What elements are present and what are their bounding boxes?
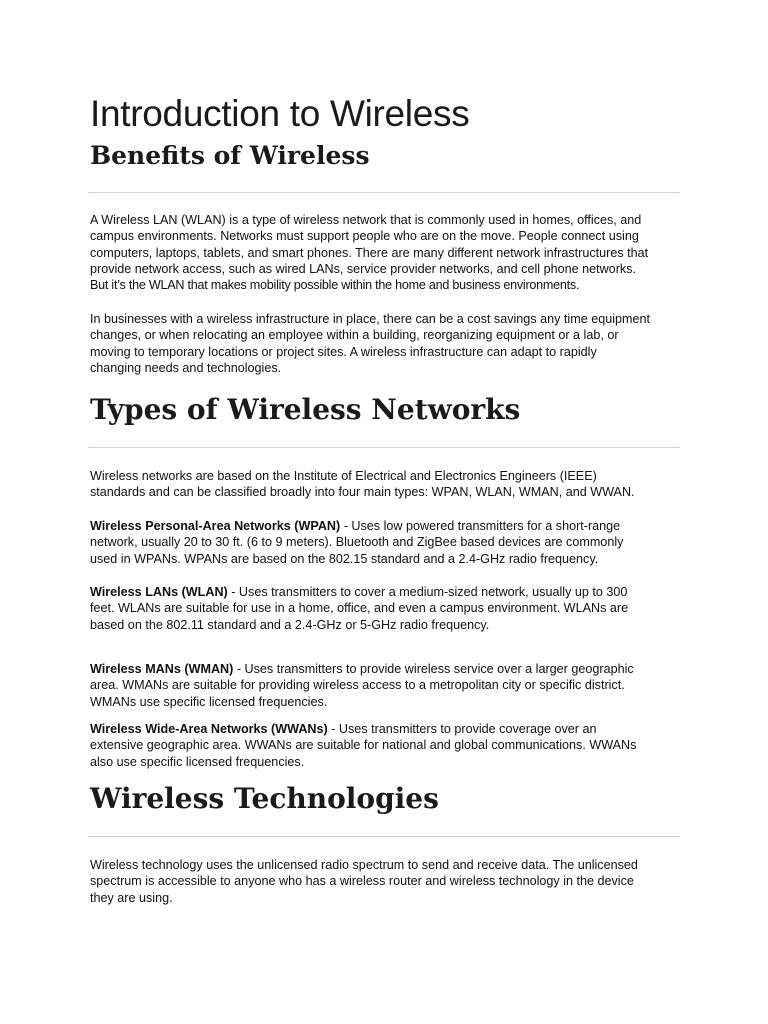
section-divider [88, 836, 680, 837]
term-wpan: Wireless Personal-Area Networks (WPAN) [90, 519, 341, 533]
text-line [90, 584, 682, 600]
text-line: area. WMANs are suitable for providing wireless access to a metropolitan city or specific district. [90, 678, 625, 693]
paragraph-wpan [90, 518, 682, 567]
text-line: network, usually 20 to 30 ft. (6 to 9 meters). Bluetooth and ZigBee based devices are commonly [90, 535, 624, 550]
section-divider [88, 447, 680, 448]
text-line: provide network access, such as wired LANs, service provider networks, and cell phone networks. [90, 261, 636, 276]
text-line [90, 518, 682, 534]
text-line: moving to temporary locations or project sites. A wireless infrastructure can adapt to rapidly [90, 344, 597, 359]
heading-types: Types of Wireless Networks [90, 393, 521, 426]
text-segment: - Uses transmitters to provide coverage over an [327, 722, 597, 736]
text-line: feet. WLANs are suitable for use in a home, office, and even a campus environment. WLANs are [90, 601, 629, 616]
text-segment: - Uses transmitters to cover a medium-sized network, usually up to 300 [227, 585, 628, 599]
paragraph-technologies [90, 857, 682, 906]
text-line [90, 721, 682, 737]
term-wman: Wireless MANs (WMAN) [90, 662, 234, 676]
term-wwan: Wireless Wide-Area Networks (WWANs) [90, 722, 328, 736]
paragraph-wman [90, 661, 682, 710]
text-line [90, 661, 682, 677]
text-line: used in WPANs. WPANs are based on the 802.15 standard and a 2.4-GHz radio frequency. [90, 551, 599, 566]
text-line: But it’s the WLAN that makes mobility possible within the home and business environments. [90, 278, 580, 293]
text-line: campus environments. Networks must support people who are on the move. People connect using [90, 229, 639, 244]
text-line: they are using. [90, 890, 173, 905]
term-wlan: Wireless LANs (WLAN) [90, 585, 228, 599]
paragraph-wlan-intro [90, 212, 682, 293]
text-line: WMANs use specific licensed frequencies. [90, 694, 328, 709]
text-line: A Wireless LAN (WLAN) is a type of wireless network that is commonly used in homes, offices, and [90, 213, 642, 227]
text-line: standards and can be classified broadly into four main types: WPAN, WLAN, WMAN, and WWAN. [90, 485, 635, 500]
text-line: spectrum is accessible to anyone who has a wireless router and wireless technology in the device [90, 874, 634, 889]
heading-benefits: Benefits of Wireless [90, 141, 370, 170]
section-divider [88, 192, 680, 193]
paragraph-business-benefits [90, 311, 682, 376]
text-line: computers, laptops, tablets, and smart phones. There are many different network infrastructures that [90, 245, 649, 260]
paragraph-types-intro [90, 468, 682, 501]
text-line: extensive geographic area. WWANs are suitable for national and global communications. WWANs [90, 738, 637, 753]
text-segment: - Uses transmitters to provide wireless service over a larger geographic [233, 662, 634, 676]
paragraph-wlan [90, 584, 682, 633]
text-line: based on the 802.11 standard and a 2.4-GHz or 5-GHz radio frequency. [90, 617, 490, 632]
text-segment: - Uses low powered transmitters for a short-range [340, 519, 621, 533]
text-line: Wireless technology uses the unlicensed radio spectrum to send and receive data. The unlicensed [90, 858, 638, 872]
text-line: changing needs and technologies. [90, 360, 282, 375]
text-line: also use specific licensed frequencies. [90, 754, 305, 769]
paragraph-wwan [90, 721, 682, 770]
text-line: Wireless networks are based on the Institute of Electrical and Electronics Engineers (IEEE) [90, 469, 597, 483]
text-line: In businesses with a wireless infrastructure in place, there can be a cost savings any time equipment [90, 312, 651, 326]
heading-technologies: Wireless Technologies [90, 782, 439, 815]
text-line: changes, or when relocating an employee within a building, reorganizing equipment or a lab, or [90, 328, 619, 343]
page-title: Introduction to Wireless [90, 93, 470, 134]
